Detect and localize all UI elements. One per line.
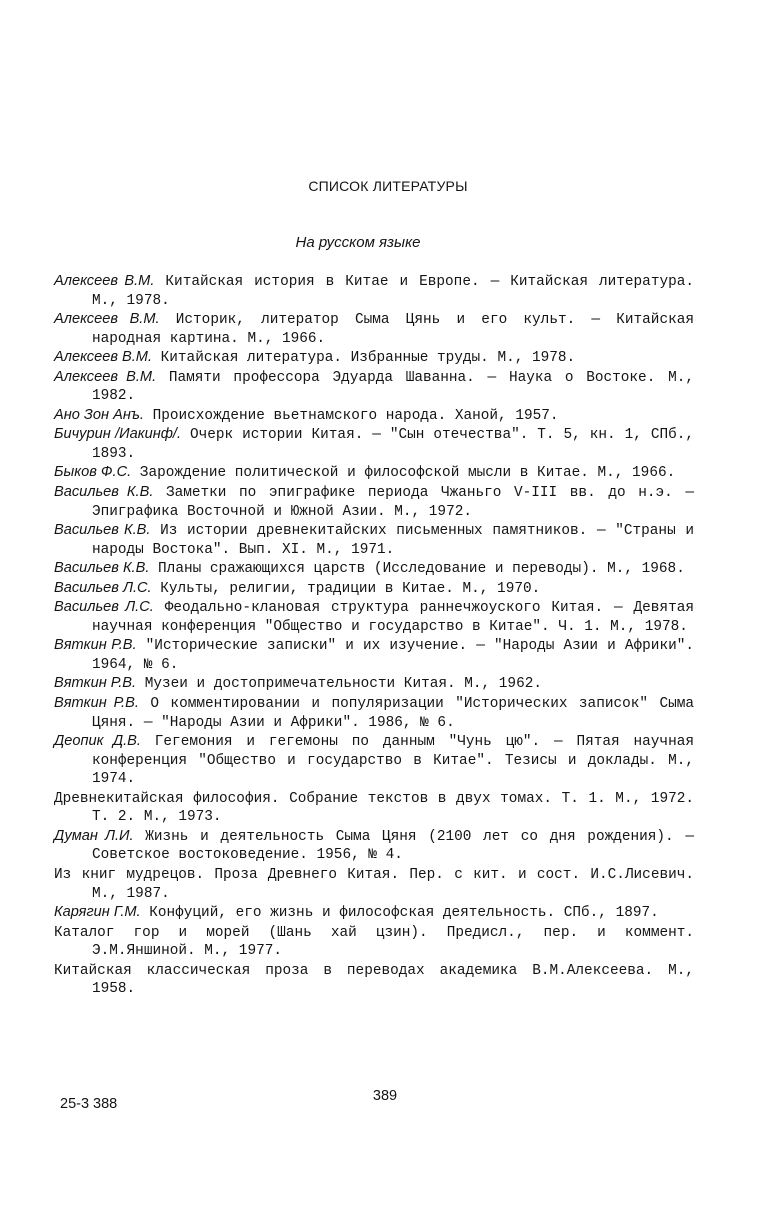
entry-text: Зарождение политической и философской мысли в Китае. М., 1966. [131,465,676,482]
bibliography-entry [54,732,694,789]
entry-author: Васильев К.В. [54,560,150,577]
entry-text: Китайская история в Китае и Европе. — Китайская литература. М., 1978. [92,274,694,309]
bibliography-entry [54,827,694,865]
page-number: 389 [372,1088,398,1104]
bibliography-entry [54,463,694,483]
bibliography-entry [54,348,694,368]
entry-author: Васильев Л.С. [54,579,152,596]
entry-text: О комментировании и популяризации "Исторических записок" Сыма Цяня. — "Народы Азии и Африки". 1986, № 6. [92,696,694,731]
entry-text: Китайская литература. Избранные труды. М., 1978. [152,350,576,367]
bibliography-entry [54,272,694,310]
entry-text: Жизнь и деятельность Сыма Цяня (2100 лет со дня рождения). — Советское востоковедение. 1956, № 4. [92,828,694,864]
entry-author: Васильев К.В. [54,484,154,501]
bibliography-entry [54,406,694,426]
bibliography-entry [54,425,694,463]
entry-text: Памяти профессора Эдуарда Шаванна. — Наука о Востоке. М., 1982. [92,369,694,405]
entry-author: Алексеев В.М. [54,349,153,366]
entry-text: Планы сражающихся царств (Исследование и переводы). М., 1968. [149,561,685,578]
bibliography-entry [54,368,694,406]
bibliography-entry [54,903,694,923]
entry-author: Ано Зон Анъ. [54,406,144,423]
entry-author: Вяткин Р.В. [54,695,139,712]
bibliography-entry [54,923,694,961]
printer-signature: 25-3 388 [60,1096,118,1112]
bibliography-entry [54,521,694,559]
bibliography-list [54,272,694,999]
page-heading: СПИСОК ЛИТЕРАТУРЫ [308,178,468,194]
entry-author: Карягин Г.М. [54,904,141,921]
bibliography-entry [54,865,694,903]
entry-text: Гегемония и гегемоны по данным "Чунь цю". — Пятая научная конференция "Общество и государство в Китае". Тезисы и доклады. М., 1974. [92,734,694,788]
entry-text: Каталог гор и морей (Шань хай цзин). Предисл., пер. и коммент. Э.М.Яншиной. М., 1977. [54,924,694,960]
bibliography-entry [54,636,694,674]
entry-author: Алексеев В.М. [54,311,160,328]
entry-text: Конфуций, его жизнь и философская деятельность. СПб., 1897. [140,905,659,922]
entry-text: Из книг мудрецов. Проза Древнего Китая. Пер. с кит. и сост. И.С.Лисевич. М., 1987. [54,866,694,902]
bibliography-entry [54,694,694,732]
entry-author: Васильев Л.С. [54,599,154,616]
entry-author: Быков Ф.С. [54,464,132,481]
entry-author: Думан Л.И. [54,827,134,844]
entry-text: Очерк истории Китая. — "Сын отечества". Т. 5, кн. 1, СПб., 1893. [92,427,694,462]
entry-text: Происхождение вьетнамского народа. Ханой, 1957. [143,407,559,424]
section-subheading: На русском языке [295,234,421,251]
entry-text: Историк, литератор Сыма Цянь и его культ. — Китайская народная картина. М., 1966. [92,312,694,347]
entry-text: Феодально-клановая структура раннечжоуского Китая. — Девятая научная конференция "Общество и государство в Китае". Ч. 1. М., 1978. [92,600,694,635]
entry-text: Заметки по эпиграфике периода Чжаньго V-III вв. до н.э. — Эпиграфика Восточной и Южной Азии. М., 1972. [92,485,694,520]
bibliography-entry [54,483,694,521]
entry-text: Из истории древнекитайских письменных памятников. — "Страны и народы Востока". Вып. XI. М., 1971. [92,523,694,558]
bibliography-entry [54,674,694,694]
entry-author: Алексеев В.М. [54,273,155,289]
bibliography-entry [54,598,694,636]
bibliography-entry [54,789,694,827]
bibliography-entry [54,961,694,999]
entry-author: Деопик Д.В. [54,733,141,750]
entry-text: Музеи и достопримечательности Китая. М., 1962. [136,676,542,693]
entry-author: Вяткин Р.В. [54,637,137,654]
entry-text: Культы, религии, традиции в Китае. М., 1970. [151,580,541,597]
bibliography-entry [54,579,694,599]
entry-author: Вяткин Р.В. [54,675,137,692]
entry-text: Древнекитайская философия. Собрание текстов в двух томах. Т. 1. М., 1972. Т. 2. М., 1973. [54,790,694,826]
entry-author: Бичурин /Иакинф/. [54,426,182,443]
bibliography-entry [54,559,694,579]
entry-text: "Исторические записки" и их изучение. — "Народы Азии и Африки". 1964, № 6. [92,638,694,673]
entry-author: Алексеев В.М. [54,368,157,385]
entry-text: Китайская классическая проза в переводах академика В.М.Алексеева. М., 1958. [54,962,694,998]
entry-author: Васильев К.В. [54,522,151,539]
bibliography-entry [54,310,694,348]
